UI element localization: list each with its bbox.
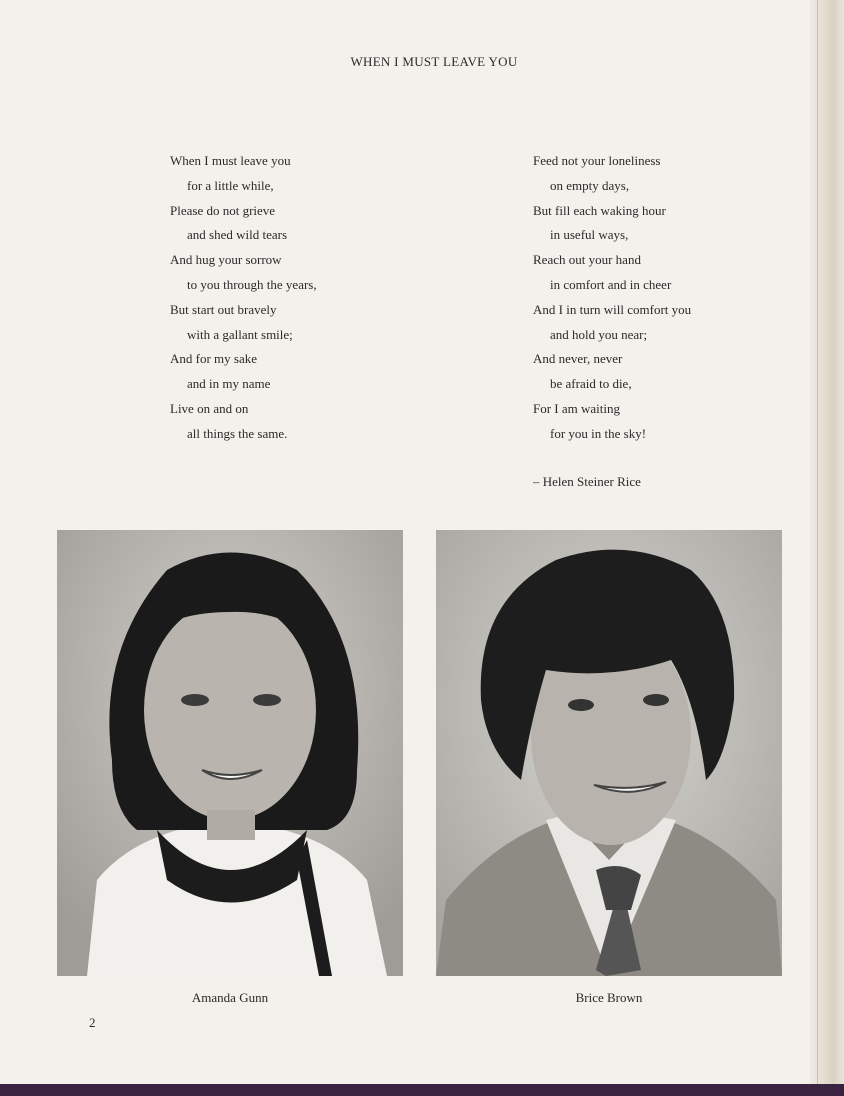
poem-line: And I in turn will comfort you bbox=[533, 301, 692, 317]
page-edge-shadow bbox=[810, 0, 844, 1084]
poem-line: to you through the years, bbox=[187, 276, 317, 292]
page-edge-line bbox=[817, 0, 818, 1084]
poem-line: Reach out your hand bbox=[533, 252, 641, 268]
poem-left-column bbox=[170, 149, 317, 447]
caption-left: Amanda Gunn bbox=[191, 990, 269, 1005]
poem-line: on empty days, bbox=[550, 177, 630, 193]
poem-line: But start out bravely bbox=[170, 301, 277, 317]
poem-line: all things the same. bbox=[187, 425, 288, 441]
poem-attribution: – Helen Steiner Rice bbox=[533, 474, 641, 489]
portrait-photo-left bbox=[57, 530, 403, 976]
poem-line: in useful ways, bbox=[550, 227, 629, 243]
poem-line: with a gallant smile; bbox=[187, 326, 293, 342]
poem-line: Live on and on bbox=[170, 400, 249, 416]
poem-line: For I am waiting bbox=[533, 400, 621, 416]
poem-line: And never, never bbox=[533, 351, 623, 367]
portrait-photo-right bbox=[436, 530, 782, 976]
poem-line: in comfort and in cheer bbox=[550, 276, 672, 292]
caption-right: Brice Brown bbox=[575, 990, 643, 1005]
poem-line: When I must leave you bbox=[170, 153, 291, 168]
poem-line: Please do not grieve bbox=[170, 202, 276, 218]
poem-line: and hold you near; bbox=[550, 326, 648, 342]
poem-right-column bbox=[533, 149, 691, 447]
poem-line: But fill each waking hour bbox=[533, 202, 666, 218]
poem-line: and in my name bbox=[187, 376, 271, 392]
bottom-edge-bar bbox=[0, 1084, 844, 1096]
page-number: 2 bbox=[89, 1015, 96, 1030]
poem-line: for you in the sky! bbox=[550, 425, 647, 441]
poem-line: And hug your sorrow bbox=[170, 252, 282, 268]
poem-line: be afraid to die, bbox=[550, 376, 632, 392]
poem-line: Feed not your loneliness bbox=[533, 153, 661, 168]
poem-line: And for my sake bbox=[170, 351, 258, 367]
poem-line: for a little while, bbox=[187, 177, 274, 193]
poem-title: WHEN I MUST LEAVE YOU bbox=[350, 54, 518, 69]
poem-line: and shed wild tears bbox=[187, 227, 288, 243]
